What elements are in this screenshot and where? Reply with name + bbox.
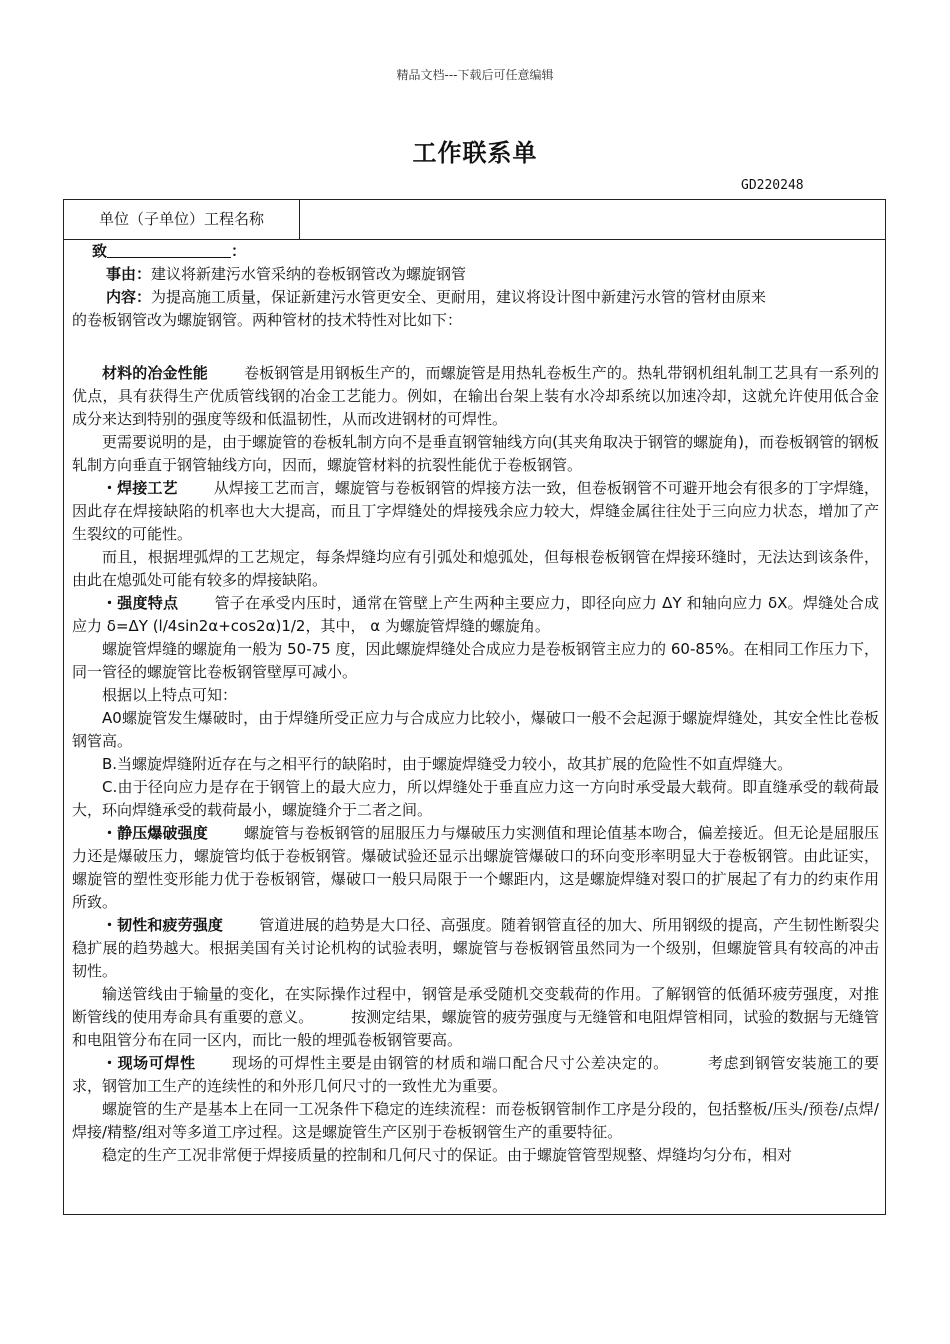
blank-gap xyxy=(72,332,879,362)
strength-text: 管子在承受内压时，通常在管壁上产生两种主要应力，即径向应力 ΔY 和轴向应力 δX。焊缝处合成应力 δ=ΔY (l/4sin2α+cos2α)1/2，其中， α 为螺旋管焊缝的螺旋角。 xyxy=(72,594,879,635)
recipient-colon: ： xyxy=(231,242,247,260)
content-line-1 xyxy=(72,286,879,309)
toughness-paragraph-2: 输送管线由于输量的变化，在实际操作过程中，钢管是承受随机交变载荷的作用。了解钢管的低循环疲劳强度，对推断管线的使用寿命具有重要的意义。 按测定结果，螺旋管的疲劳强度与无缝管和电阻焊管相同，试验的数据与无缝管和电阻管分布在同一区内，而比一般的埋弧卷板钢管要高。 xyxy=(72,985,879,1049)
page-watermark: 精品文档---下载后可任意编辑 xyxy=(396,68,554,82)
metallurgy-paragraph-2: 更需要说明的是，由于螺旋管的卷板轧制方向不是垂直钢管轴线方向(其夹角取决于钢管的螺旋角)，而卷板钢管的钢板轧制方向垂直于钢管轴线方向，因而，螺旋管材料的抗裂性能优于卷板钢管。 xyxy=(72,433,879,474)
reason-line xyxy=(72,263,879,286)
welding-heading: ・焊接工艺 xyxy=(102,479,178,497)
field-text: 现场的可焊性主要是由钢管的材质和端口配合尺寸公差决定的。 考虑到钢管安装施工的要求，钢管加工生产的连续性的和外形几何尺寸的一致性尤为重要。 xyxy=(72,1054,879,1095)
reason-label: 事由： xyxy=(106,265,152,283)
strength-point-c: C.由于径向应力是存在于钢管上的最大应力，所以焊缝处于垂直应力这一方向时承受最大载荷。即直缝承受的载荷最大，环向焊缝承受的载荷最小，螺旋缝介于二者之间。 xyxy=(72,778,879,819)
content-text-1: 为提高施工质量，保证新建污水管更安全、更耐用，建议将设计图中新建污水管的管材由原来 xyxy=(151,288,767,306)
recipient-line xyxy=(72,240,879,263)
strength-heading: ・强度特点 xyxy=(102,594,179,612)
project-name-label: 单位（子单位）工程名称 xyxy=(64,200,300,239)
strength-point-b: B.当螺旋焊缝附近存在与之相平行的缺陷时，由于螺旋焊缝受力较小，故其扩展的危险性不如直焊缝大。 xyxy=(102,755,793,773)
burst-heading: ・静压爆破强度 xyxy=(102,824,208,842)
metallurgy-paragraph xyxy=(72,362,879,431)
project-name-value xyxy=(300,200,885,239)
welding-text: 从焊接工艺而言，螺旋管与卷板钢管的焊接方法一致，但卷板钢管不可避开地会有很多的丁字焊缝，因此存在焊接缺陷的机率也大大提高，而且丁字焊缝处的焊接残余应力较大，焊缝金属往往处于三向应力状态，增加了产生裂纹的可能性。 xyxy=(72,479,879,543)
toughness-text: 管道进展的趋势是大口径、高强度。随着钢管直径的加大、所用钢级的提高，产生韧性断裂尖稳扩展的趋势越大。根据美国有关讨论机构的试验表明，螺旋管与卷板钢管虽然同为一个级别，但螺旋管具有较高的冲击韧性。 xyxy=(72,916,879,980)
page-title: 工作联系单 xyxy=(412,139,538,167)
field-paragraph-2: 螺旋管的生产是基本上在同一工况条件下稳定的连续流程：而卷板钢管制作工序是分段的，包括整板/压头/预卷/点焊/焊接/精整/组对等多道工序过程。这是螺旋管生产区别于卷板钢管生产的重要特征。 xyxy=(72,1100,879,1141)
field-heading: ・现场可焊性 xyxy=(102,1054,196,1072)
recipient-label: 致 xyxy=(92,242,108,260)
strength-paragraph-2: 螺旋管焊缝的螺旋角一般为 50-75 度，因此螺旋焊缝处合成应力是卷板钢管主应力的 60-85%。在相同工作压力下，同一管径的螺旋管比卷板钢管壁厚可减小。 xyxy=(72,640,879,681)
strength-paragraph-3: 根据以上特点可知： xyxy=(102,686,238,704)
document-number: GD220248 xyxy=(741,178,804,193)
form-body xyxy=(72,240,879,1167)
burst-text: 螺旋管与卷板钢管的屈服压力与爆破压力实测值和理论值基本吻合，偏差接近。但无论是屈服压力还是爆破压力，螺旋管均低于卷板钢管。爆破试验还显示出螺旋管爆破口的环向变形率明显大于卷板钢管。由此证实，螺旋管的塑性变形能力优于卷板钢管，爆破口一般只局限于一个螺距内，这是螺旋焊缝对裂口的扩展起了有力的约束作用所致。 xyxy=(72,824,879,911)
strength-point-a: A0螺旋管发生爆破时，由于焊缝所受正应力与合成应力比较小，爆破口一般不会起源于螺旋焊缝处，其安全性比卷板钢管高。 xyxy=(72,709,879,750)
burst-paragraph xyxy=(72,822,879,914)
content-line-2: 的卷板钢管改为螺旋钢管。两种管材的技术特性对比如下： xyxy=(72,311,463,329)
welding-paragraph-2: 而且，根据埋弧焊的工艺规定，每条焊缝均应有引弧处和熄弧处，但每根卷板钢管在焊接环缝时，无法达到该条件，由此在熄弧处可能有较多的焊接缺陷。 xyxy=(72,548,879,589)
metallurgy-text: 卷板钢管是用钢板生产的，而螺旋管是用热轧卷板生产的。热轧带钢机组轧制工艺具有一系列的优点，具有获得生产优质管线钢的冶金工艺能力。例如，在输出台架上装有水冷却系统以加速冷却，这就允许使用低合金成分来达到特别的强度等级和低温韧性，从而改进钢材的可焊性。 xyxy=(72,364,879,428)
strength-paragraph xyxy=(72,592,879,638)
work-contact-form xyxy=(63,199,886,1215)
content-label: 内容： xyxy=(106,288,152,306)
reason-text: 建议将新建污水管采纳的卷板钢管改为螺旋钢管 xyxy=(151,265,467,283)
field-paragraph-3: 稳定的生产工况非常便于焊接质量的控制和几何尺寸的保证。由于螺旋管管型规整、焊缝均匀分布，相对 xyxy=(102,1146,793,1164)
recipient-blank xyxy=(107,241,231,258)
toughness-heading: ・韧性和疲劳强度 xyxy=(102,916,223,934)
welding-paragraph xyxy=(72,477,879,546)
metallurgy-heading: 材料的冶金性能 xyxy=(102,364,208,382)
toughness-paragraph xyxy=(72,914,879,983)
field-paragraph xyxy=(72,1052,879,1098)
project-name-row xyxy=(64,200,885,240)
